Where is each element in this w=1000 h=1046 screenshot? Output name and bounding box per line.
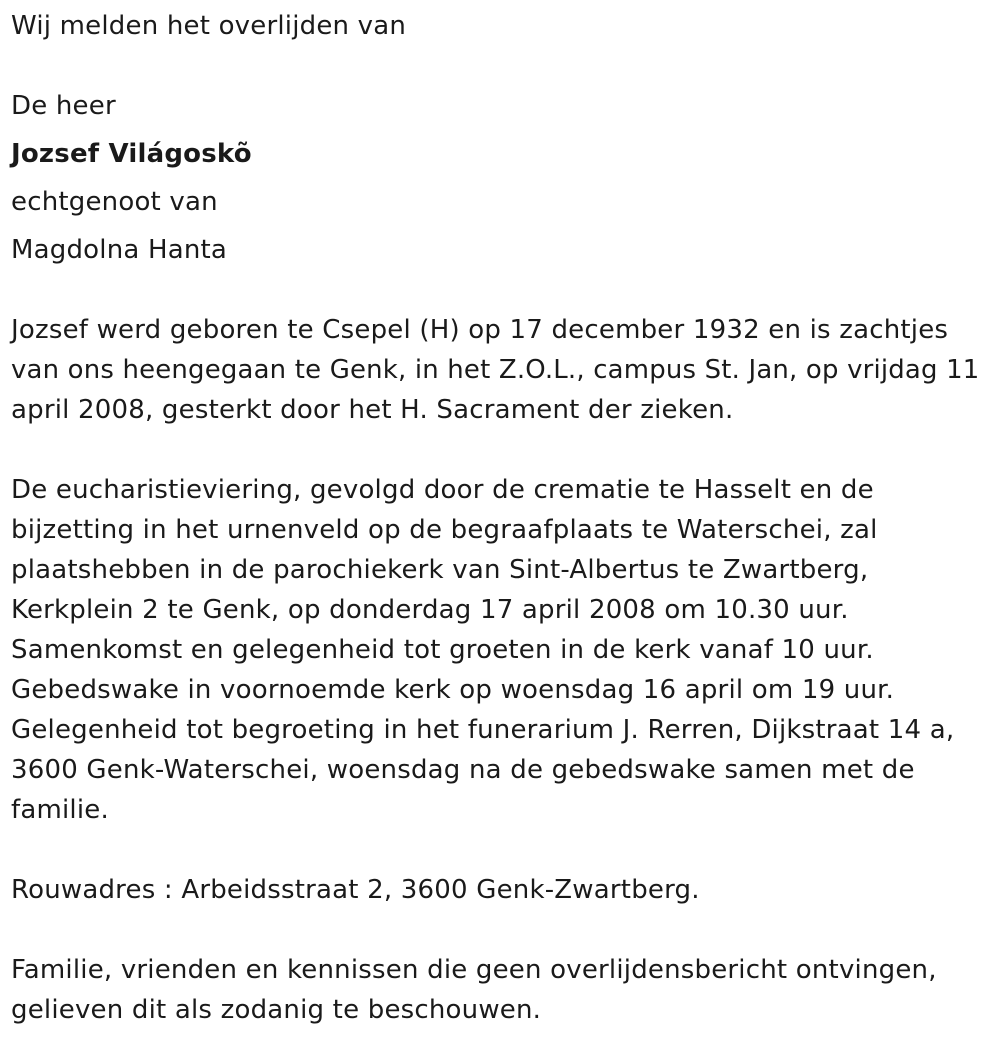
paragraph-line: Gebedswake in voornoemde kerk op woensdag 16 april om 19 uur. [11,675,895,705]
paragraph-line: 3600 Genk-Waterschei, woensdag na de gebedswake samen met de [11,755,915,785]
relation-line: echtgenoot van [11,187,218,217]
paragraph-line: Familie, vrienden en kennissen die geen overlijdensbericht ontvingen, [11,955,937,985]
paragraph-line: bijzetting in het urnenveld op de begraafplaats te Waterschei, zal [11,515,878,545]
paragraph-line: gelieven dit als zodanig te beschouwen. [11,995,542,1025]
paragraph-line: plaatshebben in de parochiekerk van Sint-Albertus te Zwartberg, [11,555,869,585]
paragraph-line: van ons heengegaan te Genk, in het Z.O.L., campus St. Jan, op vrijdag 11 [11,355,980,385]
paragraph-line: Jozsef werd geboren te Csepel (H) op 17 december 1932 en is zachtjes [11,315,949,345]
spouse-name: Magdolna Hanta [11,235,228,265]
paragraph-line: Samenkomst en gelegenheid tot groeten in de kerk vanaf 10 uur. [11,635,874,665]
deceased-name: Jozsef Világoskõ [11,139,252,169]
paragraph-line: Gelegenheid tot begroeting in het funerarium J. Rerren, Dijkstraat 14 a, [11,715,955,745]
paragraph-line: familie. [11,795,109,825]
mourning-address: Rouwadres : Arbeidsstraat 2, 3600 Genk-Zwartberg. [11,875,700,905]
paragraph-line: april 2008, gesterkt door het H. Sacrament der zieken. [11,395,734,425]
paragraph-line: De eucharistieviering, gevolgd door de crematie te Hasselt en de [11,475,874,505]
paragraph-line: Kerkplein 2 te Genk, op donderdag 17 april 2008 om 10.30 uur. [11,595,849,625]
intro-line: Wij melden het overlijden van [11,11,407,41]
salutation: De heer [11,91,116,121]
